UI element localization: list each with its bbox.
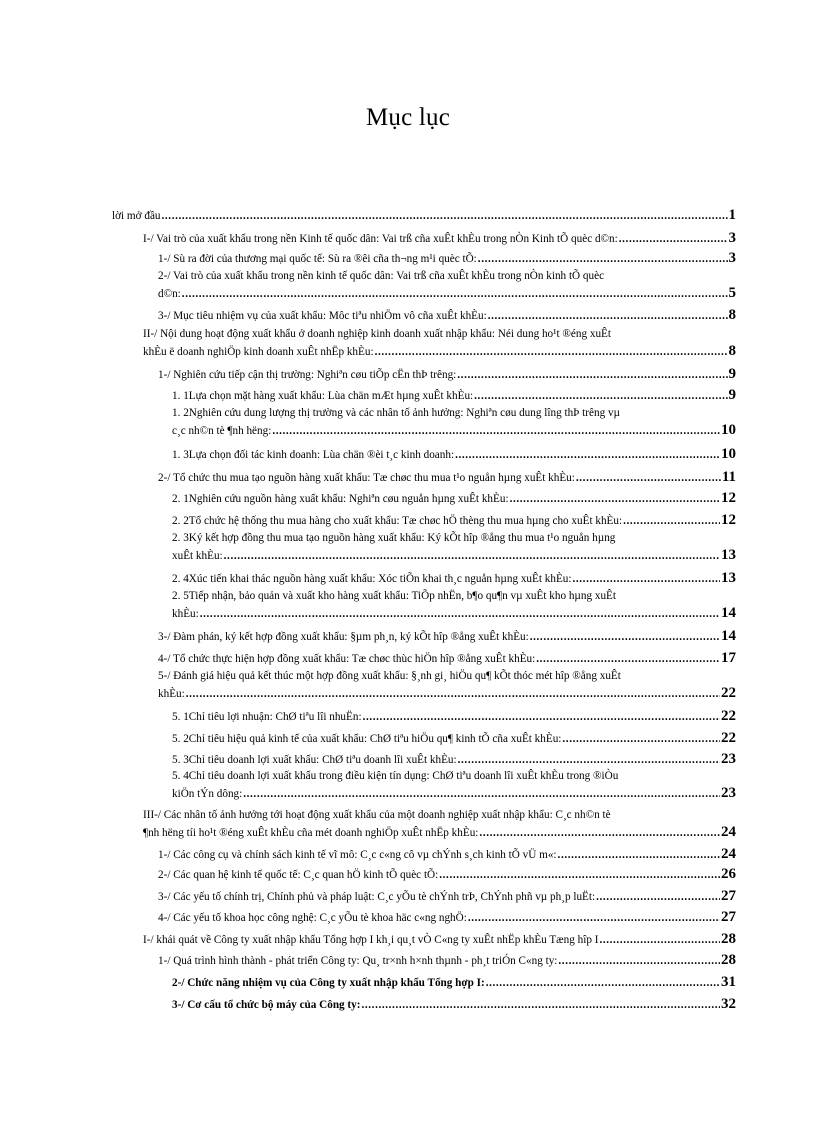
toc-entry[interactable] xyxy=(143,807,736,841)
toc-page-number: 11 xyxy=(721,469,736,485)
toc-entry-title: 1. 3Lựa chọn đối tác kinh doanh: Lùa chän ®èi t¸c kinh doanh: xyxy=(172,449,455,461)
toc-page-number: 24 xyxy=(721,846,736,862)
toc-entry-title: 5. 3Chỉ tiêu doanh lợi xuất khẩu: ChØ tiªu doanh lîi xuÊt khÈu: xyxy=(172,754,457,766)
toc-page-number: 24 xyxy=(721,824,736,840)
toc-page-number: 31 xyxy=(721,974,736,990)
toc-entry-title-continued: kiÖn tÝn dông: xyxy=(172,788,243,800)
toc-entry[interactable] xyxy=(143,931,736,948)
toc-page-number: 13 xyxy=(721,570,736,586)
toc-entry[interactable] xyxy=(172,588,736,622)
toc-leader xyxy=(458,752,720,769)
toc-entry-title: 1-/ Các công cụ và chính sách kinh tế vĩ mô: C¸c c«ng cô vµ chÝnh s¸ch kinh tÕ vÜ m«: xyxy=(158,849,557,861)
toc-leader xyxy=(599,932,720,949)
toc-page-number: 27 xyxy=(721,909,736,925)
toc-entry[interactable] xyxy=(112,207,736,224)
toc-leader xyxy=(536,651,720,668)
toc-entry[interactable] xyxy=(172,446,736,463)
toc-entry-title: 2. 3Ký kết hợp đồng thu mua tạo nguồn hàng xuất khẩu: Ký kÕt hîp ®ång thu mua t¹o nguån hµng xyxy=(172,532,616,544)
toc-leader xyxy=(375,344,728,361)
toc-page-number: 32 xyxy=(721,996,736,1012)
toc-leader xyxy=(224,548,720,565)
toc-entry-title: 2-/ Các quan hệ kinh tế quốc tế: C¸c quan hÖ kinh tÕ quèc tÕ: xyxy=(158,869,439,881)
toc-entry-title-continued: khÈu: xyxy=(172,608,199,620)
toc-entry[interactable] xyxy=(158,469,736,486)
toc-page-number: 5 xyxy=(728,285,736,301)
toc-entry-title: 1. 2Nghiên cứu dung lượng thị trường và các nhân tố ảnh hưởng: Nghiªn cøu dung lîng thÞ trêng vµ xyxy=(172,407,621,419)
toc-entry-title-continued: khÈu ë doanh nghiÖp kinh doanh xuÊt nhËp khÈu: xyxy=(143,346,374,358)
toc-entry-title-continued: c¸c nh©n tè ¶nh hëng: xyxy=(172,425,272,437)
toc-leader xyxy=(558,953,720,970)
toc-page-number: 23 xyxy=(721,751,736,767)
toc-entry-title: 2-/ Chức năng nhiệm vụ của Công ty xuất nhập khẩu Tổng hợp I: xyxy=(172,977,485,989)
toc-leader xyxy=(558,847,720,864)
toc-leader xyxy=(468,910,720,927)
toc-entry-title: I-/ khái quát về Công ty xuất nhập khẩu Tổng hợp I kh¸i qu¸t vÒ C«ng ty xuÊt nhËp khÈu Tæng hîp I xyxy=(143,934,599,946)
toc-entry[interactable] xyxy=(172,730,736,747)
toc-leader xyxy=(162,208,728,225)
toc-entry[interactable] xyxy=(158,307,736,324)
toc-leader xyxy=(572,571,720,588)
toc-leader xyxy=(479,825,720,842)
toc-leader xyxy=(200,606,720,623)
toc-page-number: 8 xyxy=(728,307,736,323)
toc-entry-title: 2. 5Tiếp nhận, bảo quản và xuất kho hàng xuất khẩu: TiÕp nhËn, b¶o qu¶n vµ xuÊt kho hµng xuÊt xyxy=(172,590,616,602)
toc-entry-title: 1. 1Lựa chọn mặt hàng xuất khẩu: Lùa chän mÆt hµng xuÊt khÈu: xyxy=(172,390,474,402)
toc-entry-title: 3-/ Cơ cấu tổ chức bộ máy của Công ty: xyxy=(172,999,361,1011)
toc-leader xyxy=(361,997,720,1014)
toc-entry-title: 4-/ Các yếu tố khoa học công nghệ: C¸c yÕu tè khoa häc c«ng nghÖ: xyxy=(158,912,467,924)
toc-page-number: 14 xyxy=(721,605,736,621)
toc-page-number: 22 xyxy=(721,708,736,724)
toc-page-number: 14 xyxy=(721,628,736,644)
toc-entry[interactable] xyxy=(158,366,736,383)
toc-leader xyxy=(562,731,720,748)
toc-entry-title: 2. 2Tổ chức hệ thống thu mua hàng cho xuất khẩu: Tæ chøc hÖ thèng thu mua hµng cho xuÊt khÈu: xyxy=(172,515,623,527)
toc-entry[interactable] xyxy=(143,230,736,247)
toc-entry-title: 1-/ Sù ra đời của thương mại quốc tế: Sù ra ®êi cña th¬ng m¹i quèc tÕ: xyxy=(158,253,477,265)
toc-entry-title-continued: xuÊt khÈu: xyxy=(172,550,223,562)
toc-leader xyxy=(243,786,720,803)
toc-entry-title: 1-/ Nghiên cứu tiếp cận thị trường: Nghiªn cøu tiÕp cËn thÞ trêng: xyxy=(158,369,457,381)
toc-page-number: 3 xyxy=(728,230,736,246)
toc-entry[interactable] xyxy=(172,490,736,507)
toc-leader xyxy=(474,388,727,405)
toc-leader xyxy=(439,867,720,884)
toc-leader xyxy=(363,709,720,726)
toc-entry[interactable] xyxy=(158,668,736,702)
toc-entry-title: III-/ Các nhân tố ảnh hưởng tới hoạt động xuất khẩu của một doanh nghiệp xuất nhập khẩu: C¸c nh©n tè xyxy=(143,809,611,821)
toc-leader xyxy=(623,513,720,530)
toc-entry-title: I-/ Vai trò của xuất khẩu trong nền Kinh tế quốc dân: Vai trß cña xuÊt khÈu trong nÒn Kinh tÕ quèc d©n: xyxy=(143,233,618,245)
toc-page-number: 9 xyxy=(728,387,736,403)
toc-entry-title: 1-/ Quá trình hình thành - phát triển Công ty: Qu¸ tr×nh h×nh thµnh - ph¸t triÓn C«ng ty: xyxy=(158,955,558,967)
toc-leader xyxy=(457,367,727,384)
toc-leader xyxy=(530,629,720,646)
toc-page-number: 28 xyxy=(721,931,736,947)
toc-entry[interactable] xyxy=(172,387,736,404)
toc-entry[interactable] xyxy=(158,888,736,905)
toc-page-number: 28 xyxy=(721,952,736,968)
toc-page-number: 1 xyxy=(728,207,736,223)
toc-leader xyxy=(619,231,728,248)
toc-page-number: 27 xyxy=(721,888,736,904)
toc-leader xyxy=(486,975,720,992)
toc-page-number: 10 xyxy=(721,446,736,462)
toc-entry-title: 3-/ Mục tiêu nhiệm vụ của xuất khẩu: Môc tiªu nhiÖm vô cña xuÊt khÈu: xyxy=(158,310,487,322)
toc-entry[interactable] xyxy=(158,268,736,302)
toc-entry[interactable] xyxy=(172,708,736,725)
toc-entry[interactable] xyxy=(158,628,736,645)
toc-entry-title: 5. 2Chỉ tiêu hiệu quả kinh tế của xuất khẩu: ChØ tiªu hiÖu qu¶ kinh tÕ cña xuÊt khÈu: xyxy=(172,733,562,745)
toc-leader xyxy=(182,286,728,303)
toc-leader xyxy=(488,308,728,325)
toc-entry-title: lời mở đầu xyxy=(112,210,161,222)
toc-entry-title: 3-/ Đàm phán, ký kết hợp đồng xuất khẩu: §µm ph¸n, ký kÕt hîp ®ång xuÊt khÈu: xyxy=(158,631,529,643)
toc-entry-title: 2-/ Tổ chức thu mua tạo nguồn hàng xuất khẩu: Tæ chøc thu mua t¹o nguån hµng xuÊt khÈu: xyxy=(158,472,575,484)
toc-entry[interactable] xyxy=(172,530,736,564)
toc-entry[interactable] xyxy=(172,996,736,1013)
toc-entry[interactable] xyxy=(172,512,736,529)
toc-entry[interactable] xyxy=(172,974,736,991)
toc-entry-title: 2. 1Nghiên cứu nguồn hàng xuất khẩu: Nghiªn cøu nguån hµng xuÊt khÈu: xyxy=(172,493,509,505)
toc-page-number: 22 xyxy=(721,730,736,746)
toc-entry-title: 2. 4Xúc tiến khai thác nguồn hàng xuất khẩu: Xóc tiÕn khai th¸c nguån hµng xuÊt khÈu: xyxy=(172,573,572,585)
toc-page-number: 17 xyxy=(721,650,736,666)
toc-page-number: 13 xyxy=(721,547,736,563)
toc-entry-title: 5. 4Chỉ tiêu doanh lợi xuất khẩu trong điều kiện tín dụng: ChØ tiªu doanh lîi xuÊt khÈu trong ®iÒu xyxy=(172,770,619,782)
toc-entry-title-continued: khÈu: xyxy=(158,688,185,700)
toc-entry-title-continued: ¶nh hëng tíi ho¹t ®éng xuÊt khÈu cña mét doanh nghiÖp xuÊt nhËp khÈu: xyxy=(143,827,479,839)
toc-page-number: 9 xyxy=(728,366,736,382)
toc-entry-title: 3-/ Các yếu tố chính trị, Chính phủ và pháp luật: C¸c yÕu tè chÝnh trÞ, ChÝnh phñ vµ ph¸p luËt: xyxy=(158,891,596,903)
toc-entry[interactable] xyxy=(158,846,736,863)
toc-entry[interactable] xyxy=(172,570,736,587)
toc-entry[interactable] xyxy=(143,326,736,360)
toc-entry[interactable] xyxy=(158,909,736,926)
toc-page-number: 23 xyxy=(721,785,736,801)
toc-leader xyxy=(576,470,721,487)
toc-entry-title: 2-/ Vai trò của xuất khẩu trong nền kinh tế quốc dân: Vai trß cña xuÊt khÈu trong nÒn kinh tÕ quèc xyxy=(158,270,605,282)
toc-leader xyxy=(455,447,720,464)
toc-leader xyxy=(478,251,728,268)
toc-page-number: 12 xyxy=(721,512,736,528)
toc-leader xyxy=(510,491,720,508)
toc-entry[interactable] xyxy=(158,650,736,667)
toc-entry-title: 4-/ Tổ chức thực hiện hợp đồng xuất khẩu: Tæ chøc thùc hiÖn hîp ®ång xuÊt khÈu: xyxy=(158,653,536,665)
toc-page-number: 22 xyxy=(721,685,736,701)
toc-page-number: 12 xyxy=(721,490,736,506)
toc-entry-title: 5-/ Đánh giá hiệu quả kết thúc một hợp đồng xuất khẩu: §¸nh gi¸ hiÖu qu¶ kÕt thóc mét hîp ®ång xuÊt xyxy=(158,670,621,682)
toc-entry-title-continued: d©n: xyxy=(158,288,181,300)
toc-leader xyxy=(272,423,720,440)
toc-page-number: 26 xyxy=(721,866,736,882)
page-title: Mục lục xyxy=(365,104,451,131)
toc-entry-title: 5. 1Chỉ tiêu lợi nhuận: ChØ tiªu lîi nhuËn: xyxy=(172,711,362,723)
toc-entry[interactable] xyxy=(172,768,736,802)
toc-entry-title: II-/ Nội dung hoạt động xuất khẩu ở doanh nghiệp kinh doanh xuất nhập khẩu: Néi dung ho¹t ®éng xuÊt xyxy=(143,328,611,340)
toc-entry[interactable] xyxy=(172,405,736,439)
toc-entry[interactable] xyxy=(158,866,736,883)
toc-page-number: 3 xyxy=(728,250,736,266)
toc-page-number: 10 xyxy=(721,422,736,438)
toc-leader xyxy=(186,686,720,703)
toc-leader xyxy=(596,889,720,906)
toc-entry[interactable] xyxy=(158,250,736,267)
toc-entry[interactable] xyxy=(172,751,736,768)
toc-entry[interactable] xyxy=(158,952,736,969)
toc-page-number: 8 xyxy=(728,343,736,359)
